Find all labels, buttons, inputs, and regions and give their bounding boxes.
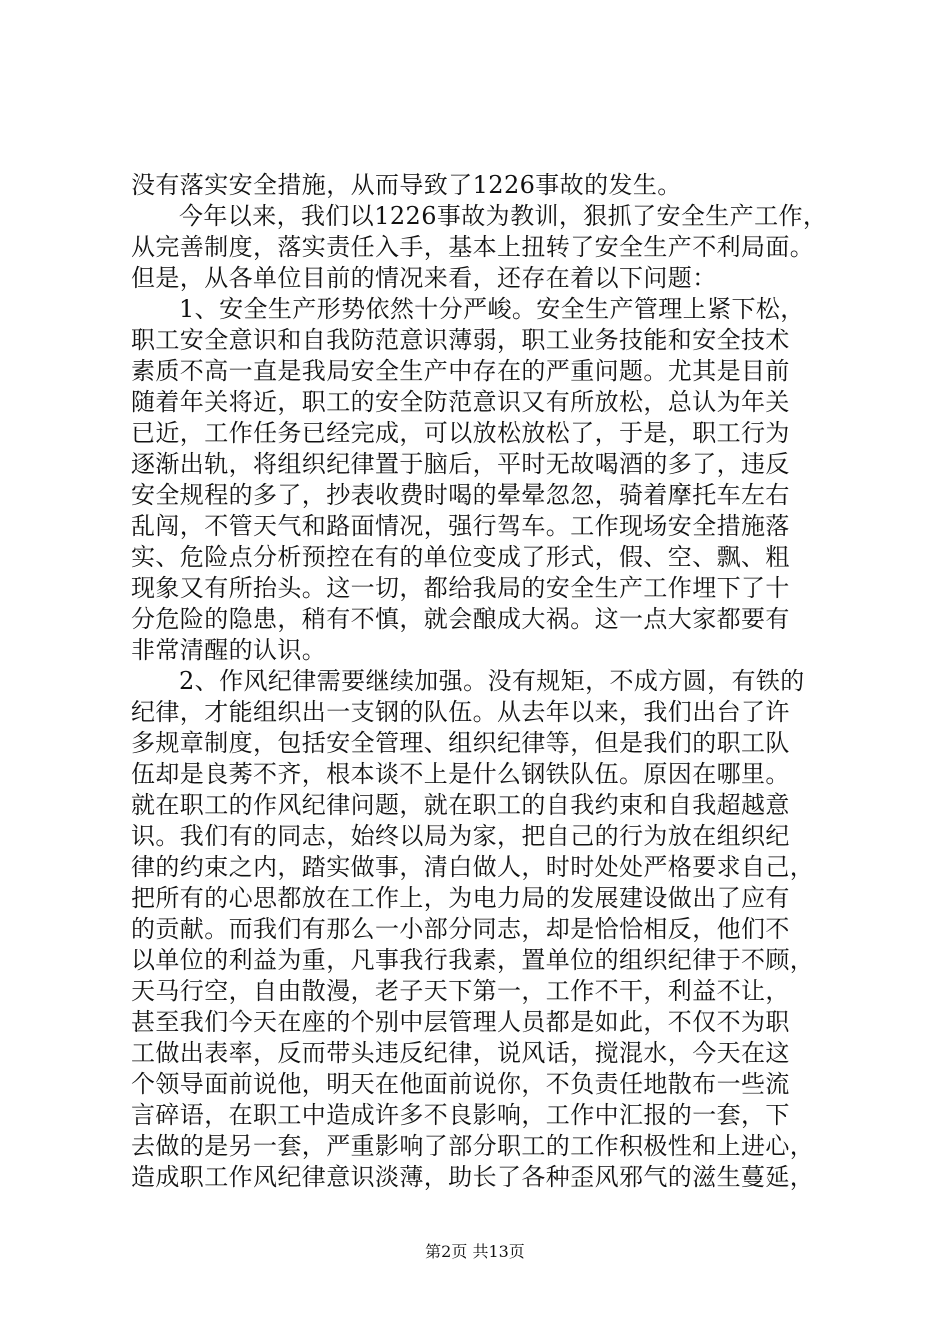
text-line: 把所有的心思都放在工作上，为电力局的发展建设做出了应有: [131, 884, 790, 912]
text-line: 多规章制度，包括安全管理、组织纪律等，但是我们的职工队: [131, 729, 790, 757]
page-footer: 第2页 共13页: [425, 1242, 525, 1261]
text-line: 就在职工的作风纪律问题，就在职工的自我约束和自我超越意: [131, 791, 790, 819]
text-line: 非常清醒的认识。: [131, 636, 327, 664]
text-line: 今年以来，我们以1226事故为教训，狠抓了安全生产工作，: [179, 202, 828, 230]
text-line: 安全规程的多了，抄表收费时喝的晕晕忽忽，骑着摩托车左右: [131, 481, 790, 509]
text-line: 造成职工作风纪律意识淡薄，助长了各种歪风邪气的滋生蔓延，: [131, 1163, 815, 1191]
text-line: 职工安全意识和自我防范意识薄弱，职工业务技能和安全技术: [131, 326, 790, 354]
text-line: 现象又有所抬头。这一切，都给我局的安全生产工作埋下了十: [131, 574, 790, 602]
text-line: 逐渐出轨，将组织纪律置于脑后，平时无故喝酒的多了，违反: [131, 450, 790, 478]
text-line: 素质不高一直是我局安全生产中存在的严重问题。尤其是目前: [131, 357, 790, 385]
text-line: 乱闯，不管天气和路面情况，强行驾车。工作现场安全措施落: [131, 512, 790, 540]
text-line: 的贡献。而我们有那么一小部分同志，却是恰恰相反，他们不: [131, 915, 790, 943]
text-line: 去做的是另一套，严重影响了部分职工的工作积极性和上进心，: [131, 1132, 815, 1160]
text-line: 个领导面前说他，明天在他面前说你，不负责任地散布一些流: [131, 1070, 790, 1098]
text-line: 已近，工作任务已经完成，可以放松放松了，于是，职工行为: [131, 419, 790, 447]
text-line: 随着年关将近，职工的安全防范意识又有所放松，总认为年关: [131, 388, 790, 416]
text-line: 甚至我们今天在座的个别中层管理人员都是如此，不仅不为职: [131, 1008, 790, 1036]
text-line: 言碎语，在职工中造成许多不良影响，工作中汇报的一套，下: [131, 1101, 790, 1129]
text-line: 天马行空，自由散漫，老子天下第一，工作不干，利益不让，: [131, 977, 790, 1005]
text-line: 纪律，才能组织出一支钢的队伍。从去年以来，我们出台了许: [131, 698, 790, 726]
document-body: [131, 170, 831, 1193]
text-line: 以单位的利益为重，凡事我行我素，置单位的组织纪律于不顾，: [131, 946, 815, 974]
text-line: 分危险的隐患，稍有不慎，就会酿成大祸。这一点大家都要有: [131, 605, 790, 633]
text-line: 实、危险点分析预控在有的单位变成了形式，假、空、飘、粗: [131, 543, 790, 571]
text-line: 律的约束之内，踏实做事，清白做人，时时处处严格要求自己，: [131, 853, 815, 881]
text-line: 2、作风纪律需要继续加强。没有规矩，不成方圆，有铁的: [179, 667, 805, 695]
text-line: 从完善制度，落实责任入手，基本上扭转了安全生产不利局面。: [131, 233, 815, 261]
text-line: 伍却是良莠不齐，根本谈不上是什么钢铁队伍。原因在哪里。: [131, 760, 790, 788]
text-line: 工做出表率，反而带头违反纪律，说风话，搅混水，今天在这: [131, 1039, 790, 1067]
text-line: 但是，从各单位目前的情况来看，还存在着以下问题：: [131, 264, 717, 292]
text-line: 1、安全生产形势依然十分严峻。安全生产管理上紧下松，: [179, 295, 805, 323]
text-line: 识。我们有的同志，始终以局为家，把自己的行为放在组织纪: [131, 822, 790, 850]
text-line: 没有落实安全措施，从而导致了1226事故的发生。: [131, 171, 682, 199]
